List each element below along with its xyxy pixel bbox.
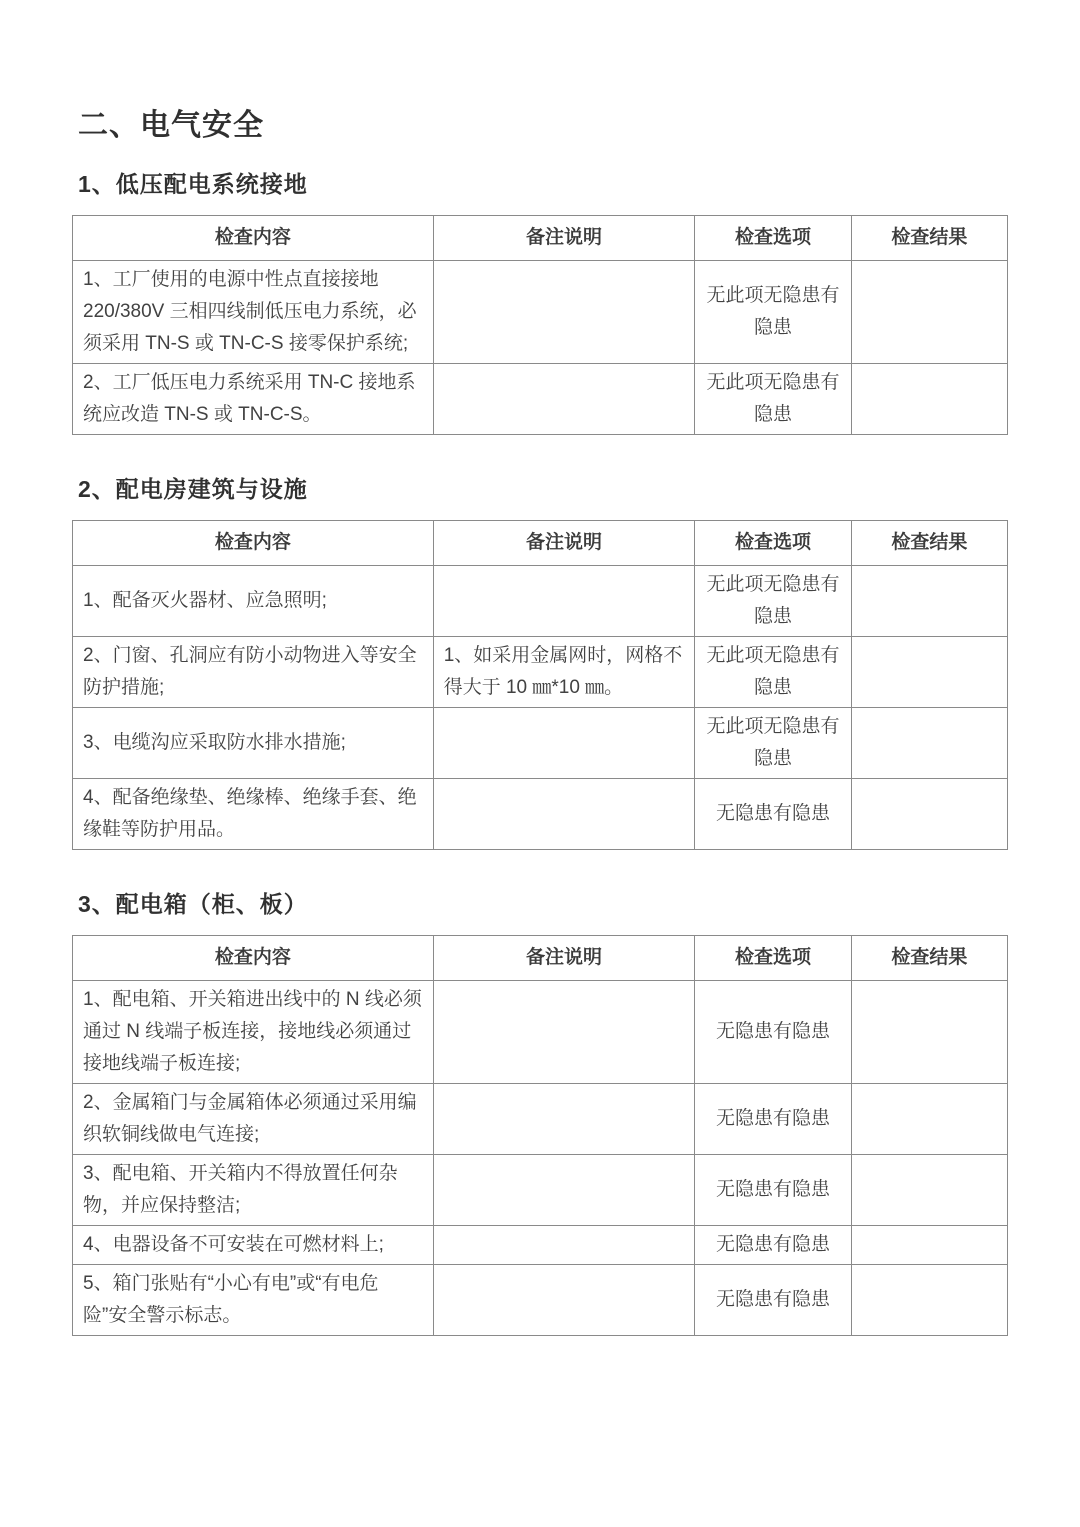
page-title: 二、电气安全 [78, 109, 264, 142]
table-row [73, 1265, 1008, 1336]
cell-options: 无隐患有隐患 [695, 779, 851, 850]
cell-options: 无此项无隐患有隐患 [695, 637, 851, 708]
column-header-remark: 备注说明 [433, 521, 695, 566]
cell-content: 1、工厂使用的电源中性点直接接地 220/380V 三相四线制低压电力系统，必须采用 TN-S 或 TN-C-S 接零保护系统; [73, 261, 434, 364]
cell-result [851, 637, 1007, 708]
section-distribution-box [72, 886, 1008, 1336]
table-row [73, 1226, 1008, 1265]
cell-remark [433, 1155, 695, 1226]
cell-content: 2、工厂低压电力系统采用 TN-C 接地系统应改造 TN-S 或 TN-C-S。 [73, 364, 434, 435]
column-header-content: 检查内容 [73, 216, 434, 261]
cell-result [851, 708, 1007, 779]
table-row [73, 779, 1008, 850]
table-row [73, 261, 1008, 364]
column-header-result: 检查结果 [851, 936, 1007, 981]
cell-result [851, 981, 1007, 1084]
cell-remark: 1、如采用金属网时，网格不得大于 10 ㎜*10 ㎜。 [433, 637, 695, 708]
table-row [73, 364, 1008, 435]
cell-remark [433, 566, 695, 637]
cell-remark [433, 981, 695, 1084]
cell-content: 3、配电箱、开关箱内不得放置任何杂物，并应保持整洁; [73, 1155, 434, 1226]
cell-remark [433, 1084, 695, 1155]
cell-options: 无此项无隐患有隐患 [695, 364, 851, 435]
cell-options: 无隐患有隐患 [695, 1155, 851, 1226]
cell-result [851, 1265, 1007, 1336]
cell-result [851, 364, 1007, 435]
cell-options: 无此项无隐患有隐患 [695, 566, 851, 637]
cell-result [851, 779, 1007, 850]
cell-options: 无隐患有隐患 [695, 981, 851, 1084]
cell-result [851, 566, 1007, 637]
cell-remark [433, 1265, 695, 1336]
table-row [73, 708, 1008, 779]
table-header-row [73, 936, 1008, 981]
cell-result [851, 1226, 1007, 1265]
cell-result [851, 1155, 1007, 1226]
section-heading-3: 3、配电箱（柜、板） [78, 891, 308, 917]
cell-remark [433, 1226, 695, 1265]
column-header-result: 检查结果 [851, 521, 1007, 566]
column-header-content: 检查内容 [73, 521, 434, 566]
cell-content: 3、电缆沟应采取防水排水措施; [73, 708, 434, 779]
cell-options: 无此项无隐患有隐患 [695, 261, 851, 364]
table-row [73, 981, 1008, 1084]
section-distribution-room [72, 471, 1008, 850]
table-header-row [73, 521, 1008, 566]
cell-options: 无隐患有隐患 [695, 1226, 851, 1265]
column-header-remark: 备注说明 [433, 936, 695, 981]
table-row [73, 637, 1008, 708]
column-header-remark: 备注说明 [433, 216, 695, 261]
cell-content: 5、箱门张贴有“小心有电”或“有电危险”安全警示标志。 [73, 1265, 434, 1336]
cell-content: 4、配备绝缘垫、绝缘棒、绝缘手套、绝缘鞋等防护用品。 [73, 779, 434, 850]
section-low-voltage-grounding [72, 166, 1008, 435]
cell-remark [433, 779, 695, 850]
cell-content: 2、金属箱门与金属箱体必须通过采用编织软铜线做电气连接; [73, 1084, 434, 1155]
cell-remark [433, 364, 695, 435]
table-row [73, 1084, 1008, 1155]
cell-options: 无隐患有隐患 [695, 1084, 851, 1155]
cell-content: 1、配电箱、开关箱进出线中的 N 线必须通过 N 线端子板连接，接地线必须通过接地线端子板连接; [73, 981, 434, 1084]
inspection-table-low-voltage-grounding [72, 215, 1008, 435]
column-header-options: 检查选项 [695, 936, 851, 981]
cell-result [851, 261, 1007, 364]
inspection-table-distribution-box [72, 935, 1008, 1336]
cell-content: 2、门窗、孔洞应有防小动物进入等安全防护措施; [73, 637, 434, 708]
table-row [73, 1155, 1008, 1226]
table-row [73, 566, 1008, 637]
section-heading-2: 2、配电房建筑与设施 [78, 476, 308, 502]
inspection-table-distribution-room [72, 520, 1008, 850]
cell-options: 无隐患有隐患 [695, 1265, 851, 1336]
cell-remark [433, 708, 695, 779]
column-header-options: 检查选项 [695, 216, 851, 261]
cell-options: 无此项无隐患有隐患 [695, 708, 851, 779]
column-header-options: 检查选项 [695, 521, 851, 566]
column-header-content: 检查内容 [73, 936, 434, 981]
cell-content: 4、电器设备不可安装在可燃材料上; [73, 1226, 434, 1265]
section-heading-1: 1、低压配电系统接地 [78, 171, 308, 197]
column-header-result: 检查结果 [851, 216, 1007, 261]
table-header-row [73, 216, 1008, 261]
cell-remark [433, 261, 695, 364]
cell-result [851, 1084, 1007, 1155]
cell-content: 1、配备灭火器材、应急照明; [73, 566, 434, 637]
